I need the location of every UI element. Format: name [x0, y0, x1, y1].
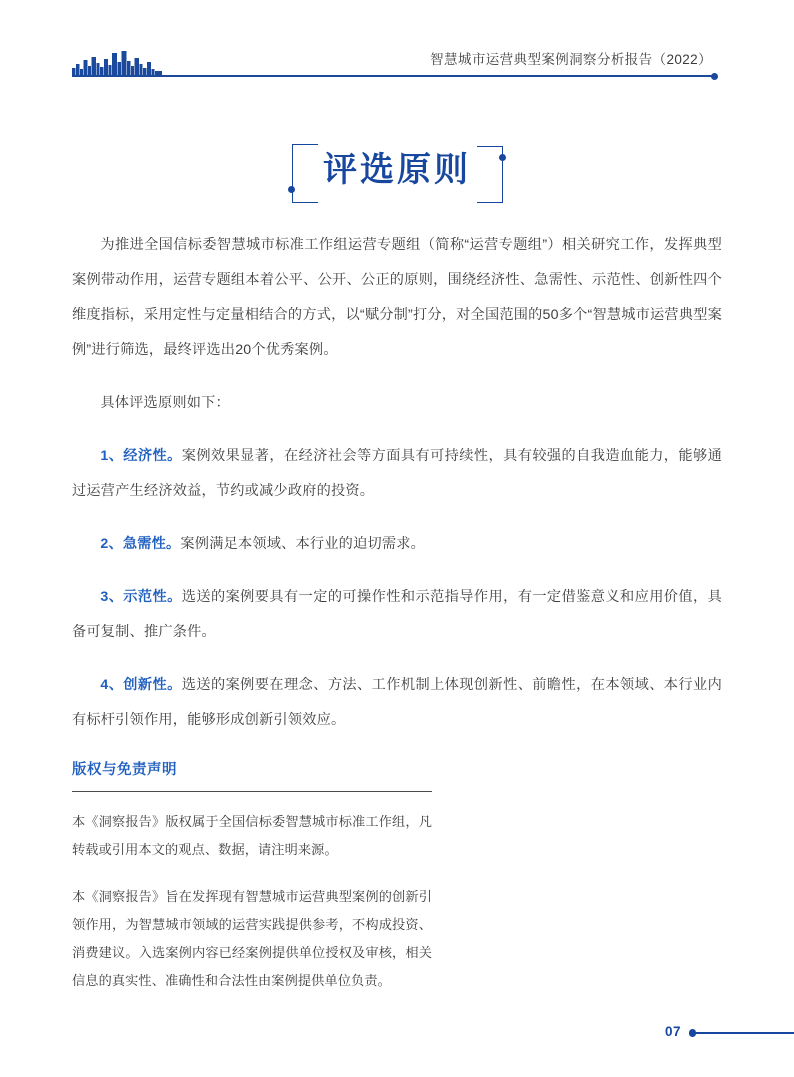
- bracket-left-top-icon: [292, 144, 318, 145]
- disclaimer-title: 版权与免责声明: [72, 762, 177, 778]
- principle-lead: 4、创新性。: [100, 677, 182, 693]
- bracket-right-dot-icon: [499, 154, 506, 161]
- header-divider-end-dot: [711, 73, 718, 80]
- principle-item: [72, 527, 722, 562]
- disclaimer-paragraph-1: 本《洞察报告》版权属于全国信标委智慧城市标准工作组，凡转载或引用本文的观点、数据，请注明来源。: [72, 814, 432, 857]
- principle-lead: 3、示范性。: [100, 589, 182, 605]
- disclaimer-section: [72, 758, 432, 995]
- bracket-left-bottom-icon: [292, 202, 318, 203]
- page-footer: [0, 1007, 794, 1077]
- bracket-right-top-icon: [477, 146, 503, 147]
- principle-item: [72, 580, 722, 650]
- principle-text: 案例满足本领域、本行业的迫切需求。: [180, 536, 426, 552]
- principle-lead: 2、急需性。: [100, 536, 181, 552]
- section-title-block: [0, 138, 794, 210]
- principle-item: [72, 668, 722, 738]
- page-title: 评选原则: [323, 151, 471, 189]
- principle-text: 选送的案例要具有一定的可操作性和示范指导作用，有一定借鉴意义和应用价值，具备可复制、推广条件。: [72, 589, 723, 640]
- principle-text: 案例效果显著，在经济社会等方面具有可持续性，具有较强的自我造血能力，能够通过运营产生经济效益，节约或减少政府的投资。: [72, 448, 723, 499]
- lead-in-paragraph: 具体评选原则如下：: [100, 395, 230, 411]
- footer-divider: [694, 1032, 794, 1034]
- page-header: [0, 0, 794, 92]
- city-skyline-icon: [72, 49, 162, 75]
- principle-lead: 1、经济性。: [100, 448, 182, 464]
- principle-text: 选送的案例要在理念、方法、工作机制上体现创新性、前瞻性，在本领域、本行业内有标杆引领作用，能够形成创新引领效应。: [72, 677, 723, 728]
- page-number: 07: [664, 1024, 681, 1039]
- body-content: [72, 228, 722, 738]
- disclaimer-paragraph-2: 本《洞察报告》旨在发挥现有智慧城市运营典型案例的创新引领作用，为智慧城市领域的运营实践提供参考，不构成投资、消费建议。入选案例内容已经案例提供单位授权及审核，相关信息的真实性、准确性和合法性由案例提供单位负责。: [72, 889, 432, 988]
- disclaimer-divider: [72, 791, 432, 792]
- bracket-right-bottom-icon: [477, 202, 503, 203]
- intro-paragraph: 为推进全国信标委智慧城市标准工作组运营专题组（简称“运营专题组”）相关研究工作，发挥典型案例带动作用，运营专题组本着公平、公开、公正的原则，围绕经济性、急需性、示范性、创新性四个维度指标，采用定性与定量相结合的方式，以“赋分制”打分，对全国范围的50多个“智慧城市运营典型案例”进行筛选，最终评选出20个优秀案例。: [72, 237, 722, 358]
- header-report-title: 智慧城市运营典型案例洞察分析报告（2022）: [430, 52, 712, 67]
- header-divider: [72, 75, 712, 77]
- principle-item: [72, 439, 722, 509]
- section-title-wrapper: [290, 138, 505, 210]
